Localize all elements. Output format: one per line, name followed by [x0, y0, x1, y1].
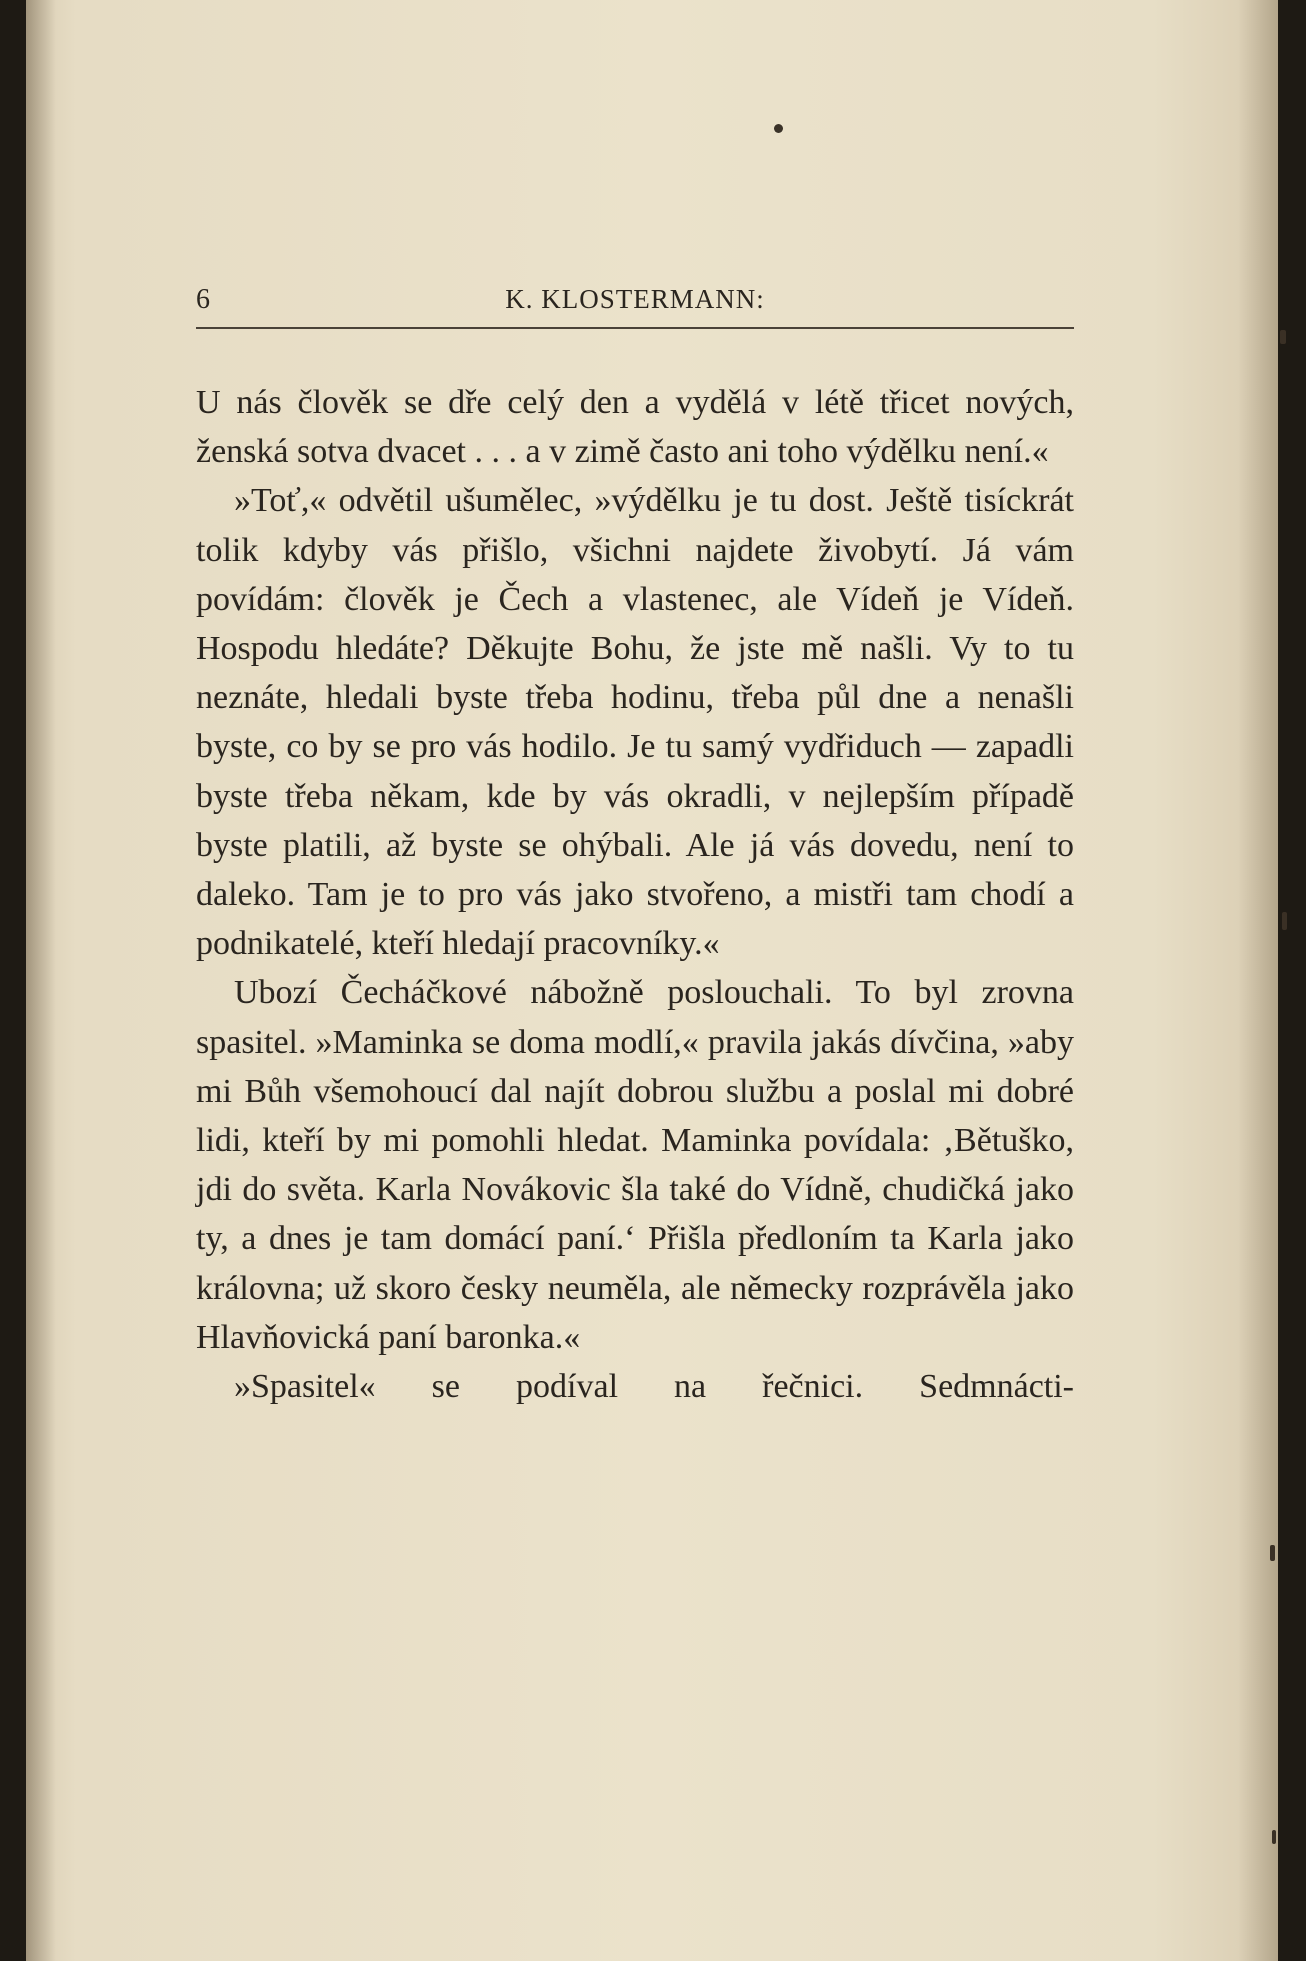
margin-speck	[1280, 330, 1286, 344]
page-number: 6	[196, 284, 210, 315]
paragraph: »Spasitel« se podíval na řečnici. Sedmnácti-	[234, 1368, 1074, 1406]
paragraph: »Toť,« odvětil ušumělec, »výdělku je tu dost. Ještě tisíckrát tolik kdyby vás přišlo, všichni najdete živobytí. Já vám povídám: člověk je Čech a vlastenec, ale Vídeň je Vídeň. Hospodu hledáte? Děkujte Bohu, že jste mě našli. Vy to tu neznáte, hledali byste třeba hodinu, třeba půl dne a nenašli byste, co by se pro vás hodilo. Je tu samý vydřiduch — zapadli byste třeba někam, kde by vás okradli, v nejlepším případě byste platili, až byste se ohýbali. Ale já vás dovedu, není to daleko. Tam je to pro vás jako stvořeno, a mistři tam chodí a podnikatelé, kteří hledají pracovníky.«	[196, 482, 1074, 963]
spine-shadow	[26, 0, 56, 1961]
margin-speck	[1272, 1830, 1276, 1844]
header-rule	[196, 327, 1074, 329]
margin-speck	[1270, 1545, 1275, 1561]
running-head: K. KLOSTERMANN:	[505, 284, 765, 314]
paragraph: Ubozí Čecháčkové nábožně poslouchali. To byl zrovna spasitel. »Maminka se doma modlí,« pravila jakás dívčina, »aby mi Bůh všemohoucí dal najít dobrou službu a poslal mi dobré lidi, kteří by mi pomohli hledat. Maminka povídala: ‚Bětuško, jdi do světa. Karla Novákovic šla také do Vídně, chudičká jako ty, a dnes je tam domácí paní.‘ Přišla předloním ta Karla jako královna; už skoro česky neuměla, ale německy rozprávěla jako Hlavňovická paní baronka.«	[196, 974, 1074, 1356]
margin-speck	[1282, 912, 1287, 930]
paragraph: U nás člověk se dře celý den a vydělá v létě třicet nových, ženská sotva dvacet . . . a v zimě často ani toho výdělku není.«	[196, 384, 1074, 471]
ink-speck	[774, 124, 783, 133]
page-edge-shadow	[1238, 0, 1278, 1961]
page-header	[196, 284, 1074, 324]
text-body	[196, 378, 1074, 1411]
